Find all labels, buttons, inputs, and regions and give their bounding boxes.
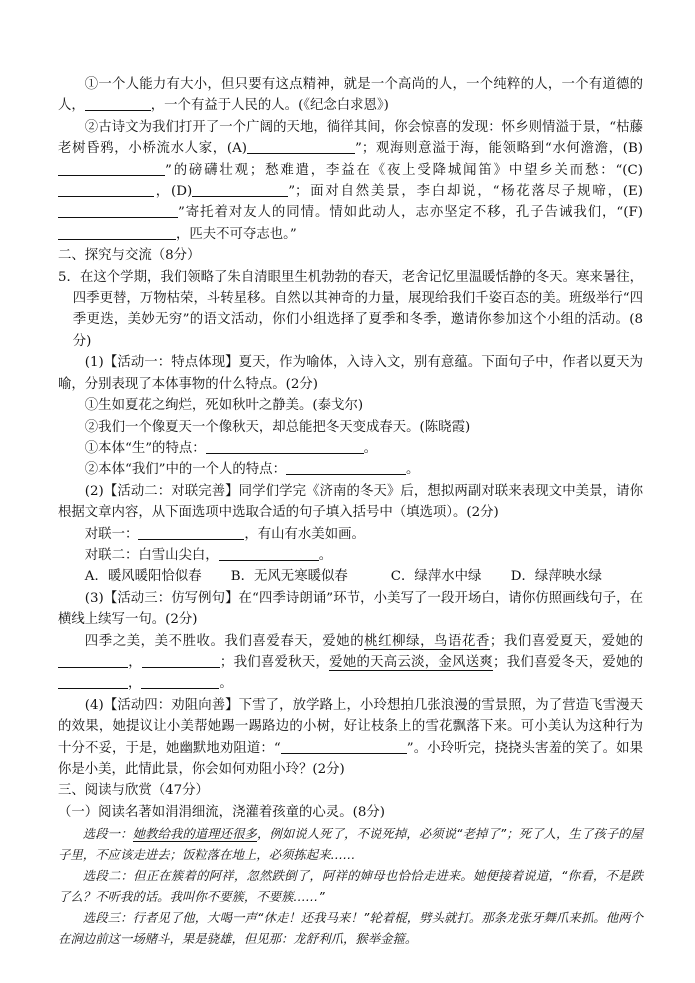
- section-3-heading: 三、阅读与欣赏（47分）: [58, 783, 209, 799]
- answer-blank[interactable]: [85, 96, 151, 111]
- answer-blank[interactable]: [206, 439, 364, 454]
- option-b[interactable]: B．无风无寒暖似春: [230, 569, 348, 585]
- q4-item-2: ②古诗文为我们打开了一个广阔的天地，徜徉其间，你会惊喜的发现：怀乡则情溢于景，“枯藤老树昏鸦，小桥流水人家，(A) ”；观海则意溢于海，能领略到“水何澹澹，(B)”的磅礴壮观；愁难遣，李益在《夜上受降城闻笛》中望乡关而愁：“(C)，(D) ”；面对自然美景，李白却说，“杨花落尽子规啼，(E)”寄托着对友人的同情。情如此动人，志亦坚定不移，孔子告诫我们，“(F)，匹夫不可夺志也。”: [58, 119, 644, 242]
- answer-blank[interactable]: [286, 460, 406, 475]
- option-d[interactable]: D．绿萍映水绿: [510, 569, 602, 585]
- q5-activity-3-passage: 四季之美，美不胜收。我们喜爱春天，爱她的桃红柳绿，鸟语花香；我们喜爱夏天，爱她的， ；我们喜爱秋天，爱她的天高云淡，金风送爽；我们喜爱冬天，爱她的， 。: [58, 631, 643, 695]
- answer-blank-d[interactable]: [192, 182, 288, 197]
- q5-activity-1-sentence-1: ①生如夏花之绚烂，死如秋叶之静美。(泰戈尔): [84, 398, 364, 414]
- answer-blank[interactable]: [141, 674, 219, 689]
- answer-blank-c[interactable]: [58, 182, 154, 197]
- underlined-example-2: 爱她的天高云淡，金风送爽: [329, 654, 494, 670]
- q5-couplet-2: 对联二：白雪山尖白， 。: [84, 547, 333, 563]
- answer-blank-a[interactable]: [247, 139, 355, 154]
- q5-intro: 5．在这个学期，我们领略了朱自清眼里生机勃勃的春天，老舍记忆里温暖恬静的冬天。寒来暑往，四季更替，万物枯荣，斗转星移。自然以其神奇的力量，展现给我们千姿百态的美。班级举行“四季更迭，美妙无穷”的语文活动，你们小组选择了夏季和冬季，邀请你参加这个小组的活动。(8分): [58, 269, 643, 349]
- answer-blank[interactable]: [281, 739, 407, 754]
- answer-blank-e[interactable]: [58, 203, 178, 218]
- answer-blank-b[interactable]: [58, 161, 165, 176]
- answer-blank[interactable]: [219, 546, 319, 561]
- q5-activity-1-answer-1: ①本体“生”的特点： 。: [84, 440, 378, 456]
- section-2-heading: 二、探究与交流（8分）: [58, 248, 201, 264]
- q5-activity-4: (4)【活动四：劝阻向善】下雪了，放学路上，小玲想拍几张浪漫的雪景照，为了营造飞雪漫天的效果，她提议让小美帮她踢一踢路边的小树，好让枝条上的雪花飘落下来。可小美认为这种行为十分不妥，于是，她幽默地劝阻道：“ ”。小玲听完，挠挠头害羞的笑了。如果你是小美，此情此景，你会如何劝阻小玲？(2分): [58, 697, 643, 777]
- q5-activity-3: (3)【活动三：仿写例句】在“四季诗朗诵”环节，小美写了一段开场白，请你仿照画线句子，在横线上续写一句。(2分): [58, 590, 643, 628]
- selection-3: 选段三：行者见了他，大喝一声“休走！还我马来！”轮着棍，劈头就打。那条龙张牙舞爪来抓。他两个在涧边前这一场赌斗，果是骁雄，但见那：龙舒利爪，猴举金箍。: [58, 910, 643, 947]
- underlined-phrase: 她教给我的道理还很多: [132, 826, 257, 842]
- q4-item-1: ①一个人能力有大小，但只要有这点精神，就是一个高尚的人，一个纯粹的人，一个有道德的人， ，一个有益于人民的人。(《纪念白求恩》): [58, 77, 643, 114]
- answer-blank[interactable]: [58, 653, 128, 668]
- q5-activity-2: (2)【活动二：对联完善】同学们学完《济南的冬天》后，想拟两副对联来表现文中美景，请你根据文章内容，从下面选项中选取合适的句子填入括号中（填选项）。(2分): [58, 483, 643, 521]
- q5-activity-1-sentence-2: ②我们一个像夏天一个像秋天，却总能把冬天变成春天。(陈晓霞): [84, 419, 471, 435]
- answer-blank[interactable]: [138, 525, 244, 540]
- answer-blank-f[interactable]: [58, 225, 176, 240]
- part-1-heading: （一）阅读名著如涓涓细流，浇灌着孩童的心灵。(8分): [58, 804, 385, 820]
- q5-activity-1: (1)【活动一：特点体现】夏天，作为喻体，入诗入文，别有意蕴。下面句子中，作者以夏天为喻，分别表现了本体事物的什么特点。(2分): [58, 355, 643, 392]
- option-a[interactable]: A．暖风暖阳恰似春: [84, 569, 202, 585]
- q5-activity-1-answer-2: ②本体“我们”中的一个人的特点： 。: [84, 462, 420, 478]
- selection-1: 选段一：她教给我的道理还很多，例如说人死了，不说死掉，必须说“老掉了”；死了人，生了孩子的屋子里，不应该走进去；饭粒落在地上，必须拣起来……: [58, 826, 644, 863]
- underlined-example-1: 桃红柳绿，鸟语花香: [364, 633, 490, 649]
- option-c[interactable]: C．绿萍水中绿: [390, 569, 482, 585]
- answer-blank[interactable]: [142, 653, 220, 668]
- answer-blank[interactable]: [58, 674, 128, 689]
- q5-options: [58, 566, 643, 587]
- q5-couplet-1: 对联一： ，有山有水美如画。: [84, 526, 365, 542]
- selection-2: 选段二：但正在簇着的阿祥，忽然跌倒了，阿祥的婶母也恰恰走进来。她便接着说道，“你看，不是跌了么？不听我的话。我叫你不要簇，不要簇……”: [58, 868, 643, 905]
